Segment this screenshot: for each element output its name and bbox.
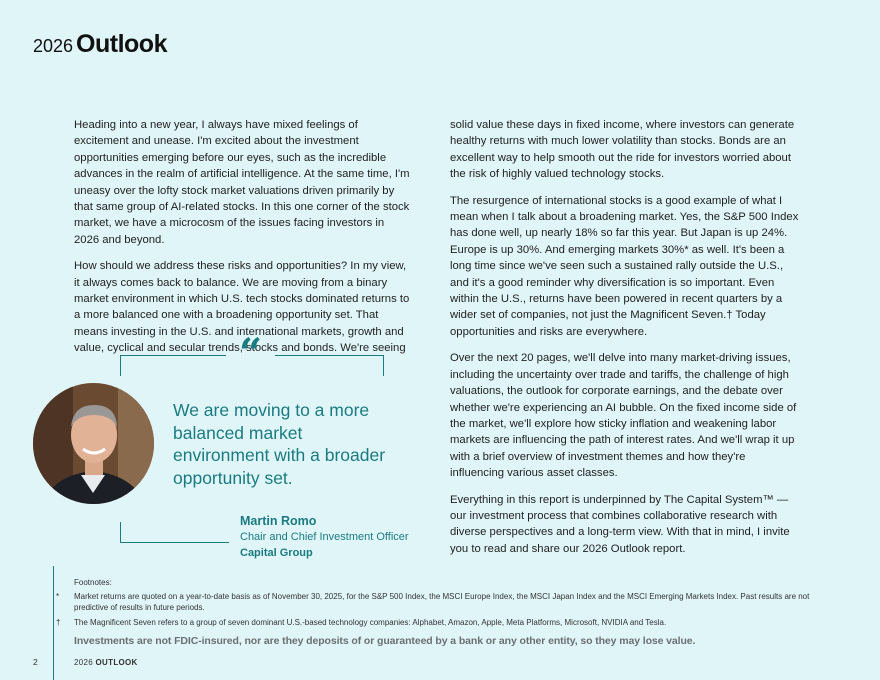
portrait-photo <box>33 383 154 504</box>
fdic-disclaimer: Investments are not FDIC-insured, nor are they deposits of or guaranteed by a bank or any other entity, so they may lose value. <box>74 635 696 647</box>
footnotes-title: Footnotes: <box>74 578 112 587</box>
footnote-text: Market returns are quoted on a year-to-date basis as of November 30, 2025, for the S&P 500 Index, the MSCI Europe Index, the MSCI Japan Index and the MSCI Emerging Markets Index. Past results are not predictive of results in future periods. <box>74 592 810 612</box>
report-title <box>33 30 167 59</box>
author-title: Chair and Chief Investment Officer <box>240 531 409 543</box>
paragraph: solid value these days in fixed income, where investors can generate healthy returns with much lower volatility than stocks. Bonds are an excellent way to help smooth out the ride for investors worried about the risk of highly valued technology stocks. <box>450 119 795 181</box>
quote-frame-top-right <box>275 355 384 376</box>
footnotes <box>56 577 814 632</box>
footnote-divider <box>53 566 54 680</box>
quote-attribution <box>240 513 409 561</box>
running-footer <box>74 658 138 667</box>
footnote-marker: * <box>56 592 60 601</box>
footnote-text: The Magnificent Seven refers to a group of seven dominant U.S.-based technology companies: Alphabet, Amazon, Apple, Meta Platforms, Microsoft, NVIDIA and Tesla. <box>74 618 667 627</box>
pull-quote: We are moving to a more balanced market environment with a broader opportunity set. <box>173 400 386 488</box>
author-name: Martin Romo <box>240 514 317 528</box>
paragraph: How should we address these risks and opportunities? In my view, it always comes back to balance. We are moving from a binary market environment in which U.S. tech stocks dominated returns to a more balanced one with a broadening opportunity set. That means investing in the U.S. and international markets, growth and value, cyclical and secular trends, stocks and bonds. We're seeing <box>74 260 410 355</box>
quote-mark-icon: “ <box>239 330 263 377</box>
running-footer-label: OUTLOOK <box>95 658 138 667</box>
quote-frame-top-left <box>120 355 226 376</box>
quote-frame-bottom-left <box>120 522 229 543</box>
paragraph: Everything in this report is underpinned by The Capital System™ — our investment process that combines collaborative research with diverse perspectives and a long-term view. With that in mind, I invite you to read and share our 2026 Outlook report. <box>450 493 790 555</box>
paragraph: The resurgence of international stocks is a good example of what I mean when I talk about a broadening market. Yes, the S&P 500 Index has done well, up nearly 18% so far this year. But Japan is up 24%. Europe is up 30%. And emerging markets 30%* as well. It's been a long time since we've seen such a sustained rally outside the U.S., and it's a good reminder why diversification is so important. Even within the U.S., returns have been powered in recent quarters by a wider set of companies, not just the Magnificent Seven.† Today opportunities and risks are everywhere. <box>450 194 799 338</box>
author-organization: Capital Group <box>240 547 313 559</box>
footnote-item <box>56 617 814 628</box>
report-title-word: Outlook <box>76 30 167 58</box>
report-title-year: 2026 <box>33 36 74 56</box>
paragraph: Over the next 20 pages, we'll delve into many market-driving issues, including the uncertainty over trade and tariffs, the challenge of high valuations, the outlook for corporate earnings, and the debate over whether we're experiencing an AI bubble. On the fixed income side of the market, we'll explore how sticky inflation and weakening labor markets are influencing the path of interest rates. And we'll wrap it up with a brief overview of investment themes and how they're influencing various asset classes. <box>450 352 797 480</box>
footnote-marker: † <box>56 618 61 627</box>
right-text-column <box>450 117 802 567</box>
page-number: 2 <box>33 657 38 667</box>
running-footer-year: 2026 <box>74 658 93 667</box>
footnote-item <box>56 591 814 613</box>
paragraph: Heading into a new year, I always have mixed feelings of excitement and unease. I'm excited about the investment opportunities emerging before our eyes, such as the incredible advances in the realm of artificial intelligence. At the same time, I'm uneasy over the lofty stock market valuations driven primarily by that same group of AI-related stocks. In this one corner of the stock market, we have a microcosm of the issues facing investors in 2026 and beyond. <box>74 119 410 246</box>
